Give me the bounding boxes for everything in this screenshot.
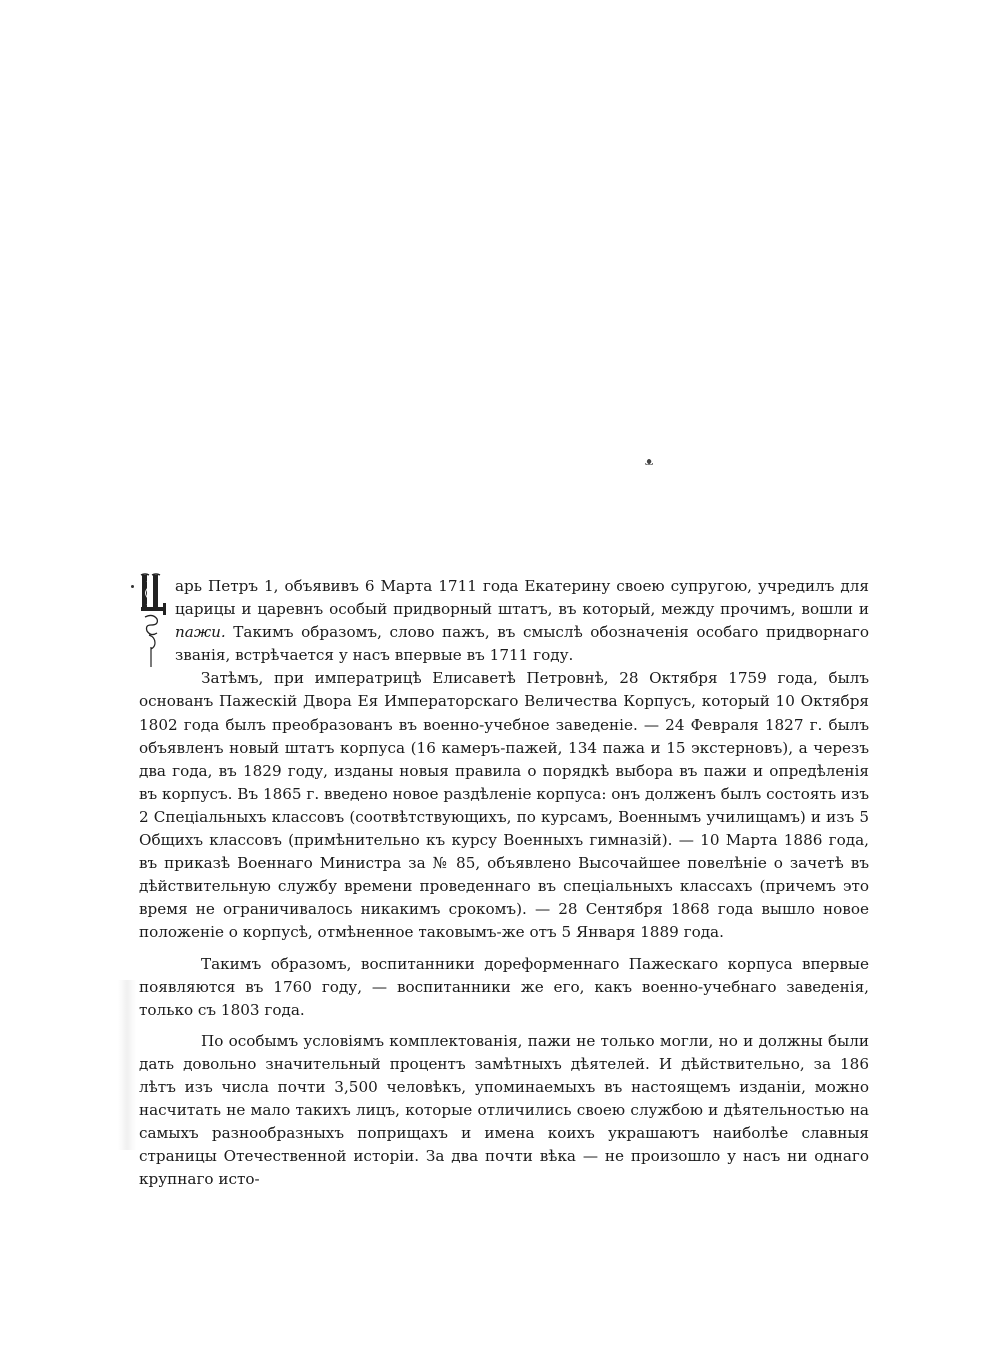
page-mark: ᴥ bbox=[645, 455, 654, 468]
paragraph-1-rest: Такимъ образомъ, слово пажъ, въ смыслѣ обозначенія особаго придворнаго званія, встрѣчается у насъ впервые въ 1711 году. bbox=[175, 623, 869, 665]
paragraph-1-lead: арь Петръ 1, объявивъ 6 Марта 1711 года Екатерину своею супругою, учредилъ для царицы и царевнъ особый придворный штатъ, въ который, между прочимъ, вошли и bbox=[175, 577, 869, 619]
margin-dot bbox=[131, 585, 134, 588]
paragraph-3: Такимъ образомъ, воспитанники дореформеннаго Пажескаго корпуса впервые появляются въ 1760 году, — воспитанники же его, какъ военно-учебнаго заведенія, только съ 1803 года. bbox=[139, 954, 869, 1019]
dropcap-letter: Ц bbox=[144, 602, 146, 604]
paragraph-1 bbox=[139, 575, 869, 667]
scan-edge-shadow bbox=[118, 980, 136, 1150]
dropcap-ornament-icon bbox=[139, 573, 169, 669]
document-body bbox=[139, 575, 869, 1199]
paragraph-1-italic: пажи. bbox=[175, 623, 226, 642]
paragraph-2: Затѣмъ, при императрицѣ Елисаветѣ Петровнѣ, 28 Октября 1759 года, былъ основанъ Пажескій Двора Ея Императорскаго Величества Корпусъ, который 10 Октября 1802 года былъ преобразованъ въ военно-учебное заведеніе. — 24 Февраля 1827 г. былъ объявленъ новый штатъ корпуса (16 камеръ-пажей, 134 пажа и 15 экстерновъ), а черезъ два года, въ 1829 году, изданы новыя правила о порядкѣ выбора въ пажи и опредѣленія въ корпусъ. Въ 1865 г. введено новое раздѣленіе корпуса: онъ долженъ былъ состоять изъ 2 Спеціальныхъ классовъ (соотвѣтствующихъ, по курсамъ, Военнымъ училищамъ) и изъ 5 Общихъ классовъ (примѣнительно къ курсу Военныхъ гимназій). — 10 Марта 1886 года, въ приказѣ Военнаго Министра за № 85, объявлено Высочайшее повелѣніе о зачетѣ въ дѣйствительную службу времени проведеннаго въ спеціальныхъ классахъ (причемъ это время не ограничивалось никакимъ срокомъ). — 28 Сентября 1868 года вышло новое положеніе о корпусѣ, отмѣненное таковымъ-же отъ 5 Января 1889 года. bbox=[139, 669, 869, 942]
ornamental-dropcap bbox=[139, 573, 169, 669]
paragraph-4: По особымъ условіямъ комплектованія, пажи не только могли, но и должны были дать довольно значительный процентъ замѣтныхъ дѣятелей. И дѣйствительно, за 186 лѣтъ изъ числа почти 3,500 человѣкъ, упоминаемыхъ въ настоящемъ изданіи, можно насчитать не мало такихъ лицъ, которые отличились своею службою и дѣятельностью на самыхъ разнообразныхъ поприщахъ и имена коихъ украшаютъ наиболѣе славныя страницы Отечественной исторіи. За два почти вѣка — не произошло у насъ ни однаго крупнаго исто- bbox=[139, 1031, 869, 1189]
